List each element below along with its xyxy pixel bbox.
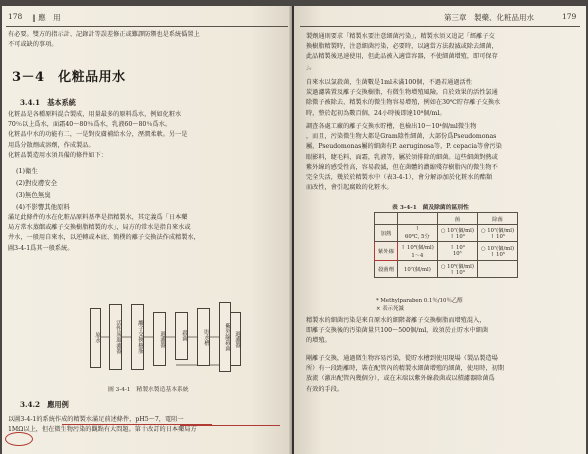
diagram-box-sterilize: 殺菌: [175, 312, 188, 360]
diagram-box-carbon-filter: 活性炭過濾器: [109, 304, 122, 370]
condition-item: (4)不影響其他原料: [16, 203, 70, 211]
right-page: [294, 6, 586, 454]
subsection-title-basic: 3.4.1 基本系統: [20, 98, 76, 107]
table-cell: ○ 10⁷(個/ml) ↑ 10⁵: [477, 225, 517, 242]
table-header-cell: [397, 213, 437, 225]
right-running-head: 第三章 製藥、化粧品用水: [444, 13, 534, 22]
red-circle-annotation: [5, 432, 33, 446]
table-cell: ↑ 10³ 10⁵: [437, 242, 477, 261]
condition-item: (3)無色無臭: [16, 191, 51, 199]
table-header-row: [375, 213, 518, 225]
table-header-cell: 菌: [437, 213, 477, 225]
right-paragraph-2: 自來水以氯殺菌，生菌數是1ml未滿100個，不過若通過活性 炭過濾裝置及離子交換樹脂，有微生物增殖風險。自於效果的活性氯通 除微子被除去，精製水的微生物容易增殖，例如在30℃貯存離子交換水 時，整於起初為數百個，24小時後即達10⁸個/ml。: [306, 79, 501, 117]
table-cell: ○ 10⁵(個/ml) ↑ 10³: [437, 261, 477, 278]
right-paragraph-1: 製劑通則要求「精製水要注意細菌污染」，精製水須又追記「經離子交 換樹脂精製時，注意細菌污染，必要時，以適當方法殺滅或除去細菌， 此品精製後迅速使用，但此品被入適當容器，不使細菌增殖，即可保存 」。: [306, 33, 498, 71]
subsection-title-application: 3.4.2 應用例: [20, 400, 69, 409]
right-header-rule: [300, 26, 580, 27]
table-cell: ↑ 60℃, 5分: [397, 225, 437, 242]
section-title: 3－4 化粧品用水: [12, 70, 126, 85]
left-header-rule: [6, 26, 288, 27]
diagram-caption: 圖 3-4-1 精製水製造基本系統: [108, 387, 189, 393]
red-underline-annotation: [180, 425, 280, 426]
table-row: [375, 261, 518, 278]
table-cell: ○ 10⁷(個/ml) ↑ 10⁵: [477, 242, 517, 261]
condition-item: (1)衛生: [16, 167, 38, 175]
diagram-box-uv-sterilize: 紫外線殺菌: [219, 302, 231, 372]
table-caption: 表 3-4-1 菌及除菌的區別性: [392, 205, 469, 211]
diagram-box-final-filter: 過濾器: [230, 312, 241, 366]
condition-item: (2)對皮膚安全: [16, 179, 58, 187]
table-cell: [477, 261, 517, 278]
table-cell: 殺菌劑: [375, 261, 398, 278]
diagram-box-raw-water: 原水: [90, 308, 101, 368]
table-cell: 紫外線: [375, 242, 398, 261]
table-footnote: * Methylparaben 0.1％/10％乙醇 × 表示死滅: [376, 298, 463, 312]
application-paragraph: 以圖3-4-1的系統作成的精製水滿足前述條件，pH5～7，電阻一 1MΩ以上，但在微生物污染的觀點有大問題。第十改訂的日本藥局方: [8, 416, 197, 434]
left-page-number: 178: [8, 12, 23, 21]
table-cell: ○ 10⁷(個/ml) ↑ 10³: [437, 225, 477, 242]
right-paragraph-4: 精製水的細菌污染是來自原水的細階著離子交換樹脂而增殖混入， 即離子交換後的汚染菌量只100～500個/ml，故須於止貯水中細菌 的增殖。: [306, 317, 489, 345]
table-cell: 10⁷(個/ml): [397, 261, 437, 278]
diagram-box-filter: 過濾器: [153, 312, 166, 366]
table-row: [375, 242, 518, 261]
table-header-cell: 除菌: [477, 213, 517, 225]
purified-water-system-diagram: [90, 302, 240, 372]
left-intro-paragraph: 有必要。雙方的指示計、記錄計等誤差修正或難謬防禦也是系統僞置上 不可或缺的事項。: [8, 31, 200, 49]
left-running-head: ‖ 應 用: [32, 13, 61, 22]
table-cell: 加熱: [375, 225, 398, 242]
diagram-box-storage-tank: 貯水槽: [197, 308, 210, 366]
diagram-box-ion-exchange: 離子交換樹脂: [131, 304, 144, 370]
purified-water-definition-paragraph: 滿足此條件的水在化粧品原料基準是指精製水，其定義爲「日本藥 局方常水蒸餾或離子交換樹脂精製的水」，局方的常水是指自來水或 井水，一般用自來水，以逆轉或本底、簡樸的離子交換法作成精製水， 圖3-4-1爲其一般系統。: [8, 214, 200, 252]
right-page-number: 179: [562, 12, 577, 21]
table-cell: ↑ 10⁸(個/ml) 1～4: [397, 242, 437, 261]
right-paragraph-5: 剛離子交換，通過微生物容易污染，從貯水槽到使用現場（製品製造場 所）有一段距離時，裝在配管內的精製水細菌增殖的細菌，使用時，初期 放流（激出配管內幾個分），或在末端以紫外線殺菌或以積濾器除菌爲 有效的手段。: [306, 355, 504, 393]
right-paragraph-3: 調查各處工廠的離子交換水貯槽，也檢出10～10⁴個/ml微生物 ，而且，污染微生物大都是Gram陰性細菌，大部份爲Pseudomonas 屬，Pseudomonas屬的細菌有P. aeruginosa等，P. cepacia等會污染 眼影料，睫毛料，面霜，乳液等，屬於須排除的細菌。這些細菌對熱或 紫外線的感受性高，容易殺滅，但在菌體的濃縮殘存樹脂內的微生物不 完全失活，幾於於精製水中（表3-4-1），會分解添加於化粧水的酯類 而改性，會引起腐敗的化粧水。: [306, 123, 502, 192]
basic-system-paragraph: 化粧品是各種原料混合製成，用量最多的原料爲水，例如化粧水 70％以上爲水，面霜40～80％爲水，乳液60～80％爲水。 化粧品中水的功能有二，一是對皮膚補給水分，溼潤柔軟。另一是 用爲分散劑或溶劑，作成製品。 化粧品製造用水須具備的條件如下：: [8, 111, 188, 159]
left-page: [2, 6, 292, 454]
table-header-cell: [375, 213, 398, 225]
table-row: [375, 225, 518, 242]
bacteria-table: [374, 212, 518, 278]
